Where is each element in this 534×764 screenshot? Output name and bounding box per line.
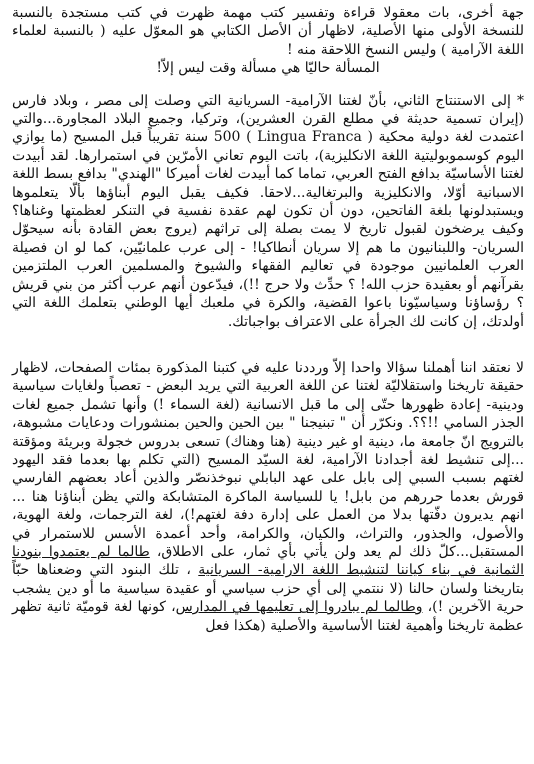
paragraph-time-question: المسألة حاليّا هي مسألة وقت ليس إلاّ! <box>156 60 380 77</box>
underlined-schools: وطالما لم يبادروا إلى تعليمها في المدارس <box>175 599 423 616</box>
response-text-part-2: ، تلك البنود التي وضعناها حبّاً بتاريخنا ولسان حالنا (لا ننتمي إلى أي حزب سياسي أو عقيدة سياسية ما أو دين يشجب حرية الآخرين !)، <box>12 562 524 616</box>
response-text-part-3: ، كونها لغة قوميّة ثانية تظهر عظمة تاريخنا وأهمية لغتنا الأساسية والأصلية (هكذا فعل <box>12 599 524 634</box>
paragraph-response <box>12 359 524 635</box>
paragraph-second-conclusion: * إلى الاستنتاج الثاني، بأنّ لغتنا الآرامية- السريانية التي وصلت إلى مصر ، وبلاد فارس (إيران تسمية حديثة في مطلع القرن العشرين)، وتركيا، وجميع البلاد المجاورة...والتي اعتمدت لغة دولية محكية ( Lingua Franca ) 500 سنة تقريباً قبل المسيح (ما يوازي اليوم كوسموبوليتية اللغة الانكليزية)، باتت اليوم تعاني الأمرّين في استمرارها. لقد أبيدت لغتنا الأساسيّة بدافع الفتح العربي، تماما كما أبيدت لغات أميركا "الهندي" بدافع بسط اللغة الاسبانية أوّلا، والانكليزية والبرتغالية...لاحقا. فكيف يقبل اليوم أبناؤها بألّا يتعلموها ويستبدلونها بلغة الفاتحين، دون أن تكون لهم عقدة نفسية في التنكر لعظمتها وغناها؟ وكيف يرضخون لقبول تاريخ لا يمت بصلة إلى تراثهم (يروج بعض القادة بأنه سيحوّل السريان- واللبنانيون ما هم إلا سريان أنطاكيا! - إلى عرب علمانيّين، كما لو ان فصيلة العرب العلمانيين موجودة في تعاليم الفقهاء والشيوخ والمسلمين العرب الملتزمين بقرآنهم أو بعقيدة حزب الله! ؟ حدِّث ولا حرج !!)، فيدّعون أنهم عرب أكثر من بني قريش ؟ رؤساؤنا وسياسيّونا باعوا القضية، والكرة في ملعبك أيها الوطني بتعلمك اللغة التي أولدتك، إن كانت لك الجرأة على الاعتراف بواجباتك. <box>12 92 524 330</box>
underlined-eight-points: طالما لم يعتمدوا بنودنا الثمانية في بناء كياننا لتنشيط اللغة الارامية- السريانية <box>12 543 524 579</box>
paragraph-intro: جهة أخرى، بات معقولا قراءة وتفسير كتب مهمة ظهرت في كتب مستجدة بالنسبة للنسخة الأولى منها الأصلية، لاظهار أن الأصل الكتابي هو المعوّل عليه ( بالنسبة لعلماء اللغة الآرامية ) وليس النسخ اللاحقة منه ! <box>12 5 524 58</box>
paragraph-gap <box>12 78 524 92</box>
paragraph-gap <box>12 331 524 359</box>
response-text-part-1: لا نعتقد اننا أهملنا سؤالا واحدا إلاّ ورددنا عليه في كتبنا المذكورة بمئات الصفحات، لاظهار حقيقة تاريخنا واستقلاليّة لغتنا عن اللغة العربية التي يريد البعض - تعصباً ولغايات سياسية ودينية- إعادة ظهورها حتّى إلى ما قبل الانسانية (لغة السماء !) وأنها تشمل جميع لغات الجذر السامي !!؟؟. ونكرّر أن " تبنيجنا " بين الحين والحين بمنشورات ودعايات مشبوهة، بالترويج انّ جامعة ما، دينية او غير دينية (هنا وهناك) تسعى بدروس خجولة وبريئة ومؤقتة ...إلى تنشيط لغة أجدادنا الآرامية، لغة السيّد المسيح (التي تكلم بها بعدما فقد اليهود لغتهم بسبب السبي إلى بابل على عهد البابلي نبوخذنصّر والذين أعاد بعضهم الفارسي قورش بعدما حررهم من بابل! يا للسياسة الماكرة المتشابكة والتي يظن أبناؤنا هنا ... انهم يديرون دفّتها بدلا من العمل على إدارة دفة لغتهم!)، لغة الترجمات، ولغة الهوية، والأصول، والجذور، والتراث، والكيان، والكرامة، وأحد أعمدة الأسس للاستمرار في المستقبل...كلّ ذلك لم يعد ولن يأتي بأي ثمار، على الاطلاق، <box>12 359 525 560</box>
